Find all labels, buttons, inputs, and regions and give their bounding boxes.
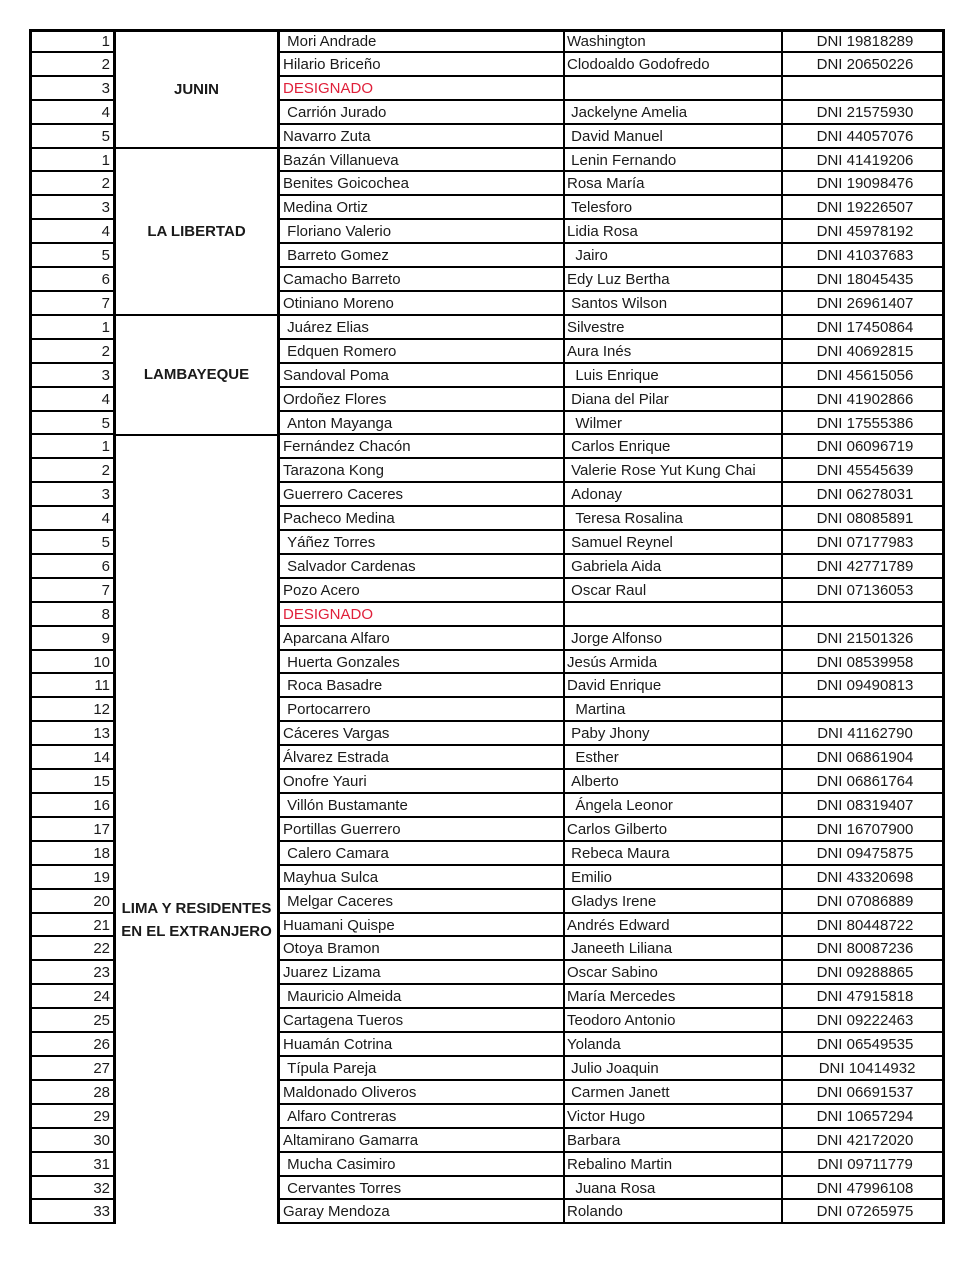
region-label-line: EN EL EXTRANJERO [121,923,272,941]
row-number: 2 [29,459,116,483]
surname-cell: Benites Goicochea [277,172,565,196]
region-name: LA LIBERTAD [147,222,246,240]
dni-cell: DNI 17450864 [782,316,945,340]
given-name-cell: Jackelyne Amelia [564,101,783,125]
surname-cell: Barreto Gomez [277,244,565,268]
row-number: 5 [29,125,116,149]
given-name-cell [564,603,783,627]
dni-cell: DNI 07177983 [782,531,945,555]
surname-cell: Mori Andrade [277,29,565,53]
row-number: 20 [29,890,116,914]
given-name-cell: Valerie Rose Yut Kung Chai [564,459,783,483]
given-name-cell: Carlos Enrique [564,435,783,459]
dni-cell: DNI 06861764 [782,770,945,794]
given-name-cell: Janeeth Liliana [564,937,783,961]
given-name-cell: Carlos Gilberto [564,818,783,842]
surname-cell: Anton Mayanga [277,412,565,436]
dni-cell: DNI 08319407 [782,794,945,818]
dni-cell: DNI 06096719 [782,435,945,459]
row-number: 22 [29,937,116,961]
dni-cell [782,698,945,722]
dni-cell: DNI 41162790 [782,722,945,746]
row-number: 4 [29,101,116,125]
surname-cell: Tarazona Kong [277,459,565,483]
surname-cell: Juarez Lizama [277,961,565,985]
surname-cell: Roca Basadre [277,674,565,698]
surname-cell: Otiniano Moreno [277,292,565,316]
dni-cell: DNI 16707900 [782,818,945,842]
surname-cell: Yáñez Torres [277,531,565,555]
dni-cell [782,77,945,101]
surname-cell: Maldonado Oliveros [277,1081,565,1105]
surname-cell: Aparcana Alfaro [277,627,565,651]
given-name-cell: Emilio [564,866,783,890]
surname-cell: Ordoñez Flores [277,388,565,412]
dni-cell: DNI 47915818 [782,985,945,1009]
given-name-cell: Aura Inés [564,340,783,364]
given-name-cell: Oscar Sabino [564,961,783,985]
dni-cell: DNI 21575930 [782,101,945,125]
surname-cell: Cartagena Tueros [277,1009,565,1033]
row-number: 7 [29,579,116,603]
row-number: 10 [29,651,116,675]
surname-cell: Típula Pareja [277,1057,565,1081]
dni-cell: DNI 09475875 [782,842,945,866]
dni-cell: DNI 19098476 [782,172,945,196]
given-name-cell: Rolando [564,1200,783,1224]
row-number: 6 [29,268,116,292]
given-name-cell: Ángela Leonor [564,794,783,818]
given-name-cell: Jairo [564,244,783,268]
dni-cell: DNI 41419206 [782,149,945,173]
dni-cell: DNI 07136053 [782,579,945,603]
dni-cell: DNI 07265975 [782,1200,945,1224]
surname-cell: Garay Mendoza [277,1200,565,1224]
surname-cell: Huamán Cotrina [277,1033,565,1057]
given-name-cell: Jesús Armida [564,651,783,675]
dni-cell: DNI 26961407 [782,292,945,316]
given-name-cell: Rebeca Maura [564,842,783,866]
surname-cell: Melgar Caceres [277,890,565,914]
row-number: 3 [29,77,116,101]
row-number: 32 [29,1177,116,1201]
dni-cell: DNI 80448722 [782,914,945,938]
surname-cell: Calero Camara [277,842,565,866]
surname-cell: Onofre Yauri [277,770,565,794]
given-name-cell: Silvestre [564,316,783,340]
surname-cell: Portillas Guerrero [277,818,565,842]
surname-cell: Juárez Elias [277,316,565,340]
row-number: 4 [29,507,116,531]
row-number: 9 [29,627,116,651]
designado-label: DESIGNADO [277,77,565,101]
dni-cell: DNI 09222463 [782,1009,945,1033]
dni-cell: DNI 08085891 [782,507,945,531]
row-number: 13 [29,722,116,746]
given-name-cell: María Mercedes [564,985,783,1009]
row-number: 31 [29,1153,116,1177]
given-name-cell: David Manuel [564,125,783,149]
region-label [116,149,277,316]
given-name-cell: Juana Rosa [564,1177,783,1201]
given-name-cell: Martina [564,698,783,722]
surname-cell: Camacho Barreto [277,268,565,292]
given-name-cell: Clodoaldo Godofredo [564,53,783,77]
row-number: 19 [29,866,116,890]
surname-cell: Pacheco Medina [277,507,565,531]
row-number: 1 [29,435,116,459]
surname-cell: Floriano Valerio [277,220,565,244]
surname-cell: Huerta Gonzales [277,651,565,675]
surname-cell: Sandoval Poma [277,364,565,388]
row-number: 33 [29,1200,116,1224]
dni-cell: DNI 07086889 [782,890,945,914]
row-number: 28 [29,1081,116,1105]
row-number: 1 [29,149,116,173]
surname-cell: Álvarez Estrada [277,746,565,770]
dni-cell: DNI 08539958 [782,651,945,675]
region-label-line: LIMA Y RESIDENTES [121,900,272,918]
dni-cell: DNI 44057076 [782,125,945,149]
surname-cell: Villón Bustamante [277,794,565,818]
dni-cell: DNI 45978192 [782,220,945,244]
surname-cell: Portocarrero [277,698,565,722]
dni-cell: DNI 45615056 [782,364,945,388]
given-name-cell: Diana del Pilar [564,388,783,412]
dni-cell: DNI 42172020 [782,1129,945,1153]
given-name-cell: Washington [564,29,783,53]
row-number: 5 [29,244,116,268]
row-number: 29 [29,1105,116,1129]
surname-cell: Alfaro Contreras [277,1105,565,1129]
dni-cell: DNI 17555386 [782,412,945,436]
given-name-cell: Lenin Fernando [564,149,783,173]
row-number: 14 [29,746,116,770]
row-number: 18 [29,842,116,866]
given-name-cell: Oscar Raul [564,579,783,603]
row-number: 7 [29,292,116,316]
given-name-cell: Wilmer [564,412,783,436]
given-name-cell: Luis Enrique [564,364,783,388]
surname-cell: Medina Ortiz [277,196,565,220]
dni-cell: DNI 18045435 [782,268,945,292]
surname-cell: Otoya Bramon [277,937,565,961]
given-name-cell: Carmen Janett [564,1081,783,1105]
given-name-cell: Victor Hugo [564,1105,783,1129]
row-number: 3 [29,483,116,507]
given-name-cell: Esther [564,746,783,770]
surname-cell: Mayhua Sulca [277,866,565,890]
row-number: 3 [29,364,116,388]
region-label [116,29,277,149]
dni-cell: DNI 19226507 [782,196,945,220]
given-name-cell: Teresa Rosalina [564,507,783,531]
row-number: 8 [29,603,116,627]
row-number: 5 [29,412,116,436]
row-number: 6 [29,555,116,579]
surname-cell: Cáceres Vargas [277,722,565,746]
row-number: 2 [29,340,116,364]
surname-cell: Edquen Romero [277,340,565,364]
given-name-cell: Teodoro Antonio [564,1009,783,1033]
given-name-cell: Barbara [564,1129,783,1153]
dni-cell: DNI 42771789 [782,555,945,579]
dni-cell: DNI 40692815 [782,340,945,364]
dni-cell: DNI 47996108 [782,1177,945,1201]
region-label [116,436,277,1225]
row-number: 1 [29,29,116,53]
dni-cell: DNI 43320698 [782,866,945,890]
surname-cell: Navarro Zuta [277,125,565,149]
surname-cell: Pozo Acero [277,579,565,603]
surname-cell: Huamani Quispe [277,914,565,938]
row-number: 30 [29,1129,116,1153]
surname-cell: Altamirano Gamarra [277,1129,565,1153]
dni-cell: DNI 80087236 [782,937,945,961]
row-number: 15 [29,770,116,794]
dni-cell: DNI 45545639 [782,459,945,483]
dni-cell: DNI 09288865 [782,961,945,985]
row-number: 1 [29,316,116,340]
designado-label: DESIGNADO [277,603,565,627]
row-number: 23 [29,961,116,985]
given-name-cell: Jorge Alfonso [564,627,783,651]
given-name-cell: Alberto [564,770,783,794]
row-number: 27 [29,1057,116,1081]
surname-cell: Mauricio Almeida [277,985,565,1009]
row-number: 26 [29,1033,116,1057]
dni-cell: DNI 09490813 [782,674,945,698]
surname-cell: Bazán Villanueva [277,149,565,173]
surname-cell: Mucha Casimiro [277,1153,565,1177]
dni-cell: DNI 20650226 [782,53,945,77]
dni-cell: DNI 06278031 [782,483,945,507]
region-name: JUNIN [173,80,219,98]
surname-cell: Hilario Briceño [277,53,565,77]
dni-cell: DNI 41037683 [782,244,945,268]
row-number: 2 [29,53,116,77]
surname-cell: Cervantes Torres [277,1177,565,1201]
row-number: 17 [29,818,116,842]
given-name-cell: Julio Joaquin [564,1057,783,1081]
surname-cell: Guerrero Caceres [277,483,565,507]
row-number: 5 [29,531,116,555]
row-number: 2 [29,172,116,196]
surname-cell: Carrión Jurado [277,101,565,125]
given-name-cell: Paby Jhony [564,722,783,746]
dni-cell [782,603,945,627]
given-name-cell: Edy Luz Bertha [564,268,783,292]
given-name-cell: David Enrique [564,674,783,698]
given-name-cell: Telesforo [564,196,783,220]
row-number: 21 [29,914,116,938]
dni-cell: DNI 10657294 [782,1105,945,1129]
dni-cell: DNI 06861904 [782,746,945,770]
surname-cell: Salvador Cardenas [277,555,565,579]
dni-cell: DNI 19818289 [782,29,945,53]
given-name-cell: Gabriela Aida [564,555,783,579]
row-number: 12 [29,698,116,722]
row-number: 25 [29,1009,116,1033]
row-number: 3 [29,196,116,220]
dni-cell: DNI 41902866 [782,388,945,412]
row-number: 11 [29,674,116,698]
dni-cell: DNI 10414932 [782,1057,945,1081]
row-number: 16 [29,794,116,818]
dni-cell: DNI 21501326 [782,627,945,651]
dni-cell: DNI 06691537 [782,1081,945,1105]
surname-cell: Fernández Chacón [277,435,565,459]
given-name-cell: Adonay [564,483,783,507]
given-name-cell: Samuel Reynel [564,531,783,555]
given-name-cell: Lidia Rosa [564,220,783,244]
given-name-cell [564,77,783,101]
given-name-cell: Yolanda [564,1033,783,1057]
given-name-cell: Andrés Edward [564,914,783,938]
given-name-cell: Rebalino Martin [564,1153,783,1177]
dni-cell: DNI 09711779 [782,1153,945,1177]
candidate-table [29,29,945,1224]
given-name-cell: Rosa María [564,172,783,196]
dni-cell: DNI 06549535 [782,1033,945,1057]
given-name-cell: Santos Wilson [564,292,783,316]
region-name: LAMBAYEQUE [143,366,250,384]
given-name-cell: Gladys Irene [564,890,783,914]
region-label [116,316,277,436]
row-number: 24 [29,985,116,1009]
row-number: 4 [29,388,116,412]
row-number: 4 [29,220,116,244]
